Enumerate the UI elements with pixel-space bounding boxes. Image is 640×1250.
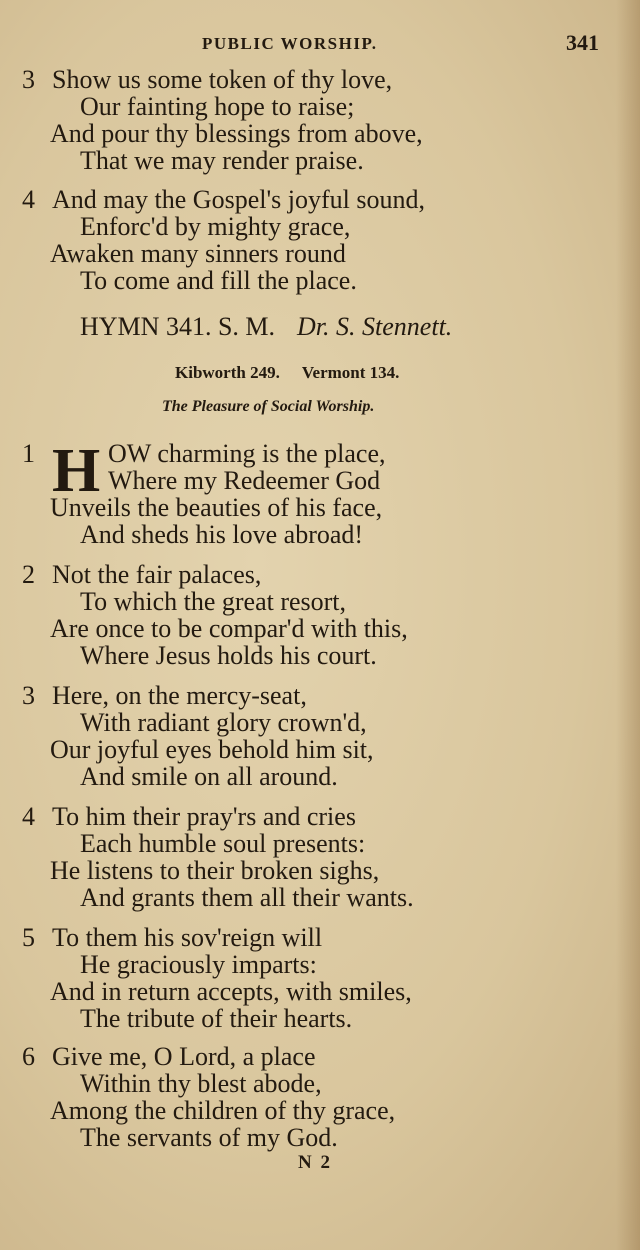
verse-line: He listens to their broken sighs,	[50, 856, 380, 885]
stanza-number: 6	[22, 1042, 35, 1071]
tune-reference: Vermont 134.	[301, 363, 400, 382]
verse-line: The servants of my God.	[80, 1123, 338, 1152]
page-header	[0, 30, 640, 60]
verse-line: Give me, O Lord, a place	[52, 1042, 316, 1071]
hymn-stanza-4	[0, 803, 640, 911]
hymn-stanza-1	[0, 437, 640, 549]
verse-line: Awaken many sinners round	[50, 239, 346, 268]
stanza-number: 1	[22, 439, 35, 468]
verse-line: Where my Redeemer God	[108, 466, 381, 495]
verse-line: With radiant glory crown'd,	[80, 708, 367, 737]
tune-references	[175, 363, 399, 383]
prev-stanza-3	[0, 66, 640, 174]
stanza-number: 4	[22, 185, 35, 214]
verse-line: He graciously imparts:	[80, 950, 317, 979]
signature-mark: N 2	[298, 1152, 332, 1173]
verse-line: Where Jesus holds his court.	[80, 641, 377, 670]
tune-reference: Kibworth 249.	[175, 363, 280, 382]
verse-line: Unveils the beauties of his face,	[50, 493, 383, 522]
hymn-title	[80, 312, 452, 342]
verse-line: The tribute of their hearts.	[80, 1004, 353, 1033]
verse-line: Each humble soul presents:	[80, 829, 366, 858]
hymn-subject: The Pleasure of Social Worship.	[162, 398, 375, 415]
verse-line: Not the fair palaces,	[52, 560, 262, 589]
verse-line: And may the Gospel's joyful sound,	[52, 185, 425, 214]
hymn-stanza-6	[0, 1043, 640, 1151]
verse-line: Among the children of thy grace,	[50, 1096, 396, 1125]
verse-line: That we may render praise.	[80, 146, 364, 175]
verse-line: Within thy blest abode,	[80, 1069, 322, 1098]
hymn-stanza-3	[0, 682, 640, 790]
verse-line: To which the great resort,	[80, 587, 347, 616]
hymn-stanza-2	[0, 561, 640, 669]
verse-line: And smile on all around.	[80, 762, 338, 791]
stanza-number: 4	[22, 802, 35, 831]
verse-line: OW charming is the place,	[108, 439, 386, 468]
drop-cap-letter: H	[52, 437, 101, 505]
verse-line: Enforc'd by mighty grace,	[80, 212, 351, 241]
verse-line: And grants them all their wants.	[80, 883, 414, 912]
verse-line: To him their pray'rs and cries	[52, 802, 356, 831]
stanza-number: 3	[22, 681, 35, 710]
verse-line: Show us some token of thy love,	[52, 65, 393, 94]
verse-line: Here, on the mercy-seat,	[52, 681, 307, 710]
verse-line: And sheds his love abroad!	[80, 520, 364, 549]
verse-line: Our fainting hope to raise;	[80, 92, 355, 121]
running-head: PUBLIC WORSHIP.	[202, 34, 378, 53]
stanza-number: 2	[22, 560, 35, 589]
verse-line: To them his sov'reign will	[52, 923, 323, 952]
hymn-author: Dr. S. Stennett.	[297, 312, 453, 341]
stanza-number: 3	[22, 65, 35, 94]
verse-line: Our joyful eyes behold him sit,	[50, 735, 374, 764]
verse-line: Are once to be compar'd with this,	[50, 614, 408, 643]
hymn-number-meter: HYMN 341. S. M.	[80, 312, 276, 341]
verse-line: And in return accepts, with smiles,	[50, 977, 412, 1006]
prev-stanza-4	[0, 186, 640, 294]
hymn-stanza-5	[0, 924, 640, 1032]
page-number: 341	[566, 30, 599, 55]
stanza-number: 5	[22, 923, 35, 952]
verse-line: And pour thy blessings from above,	[50, 119, 423, 148]
verse-line: To come and fill the place.	[80, 266, 357, 295]
